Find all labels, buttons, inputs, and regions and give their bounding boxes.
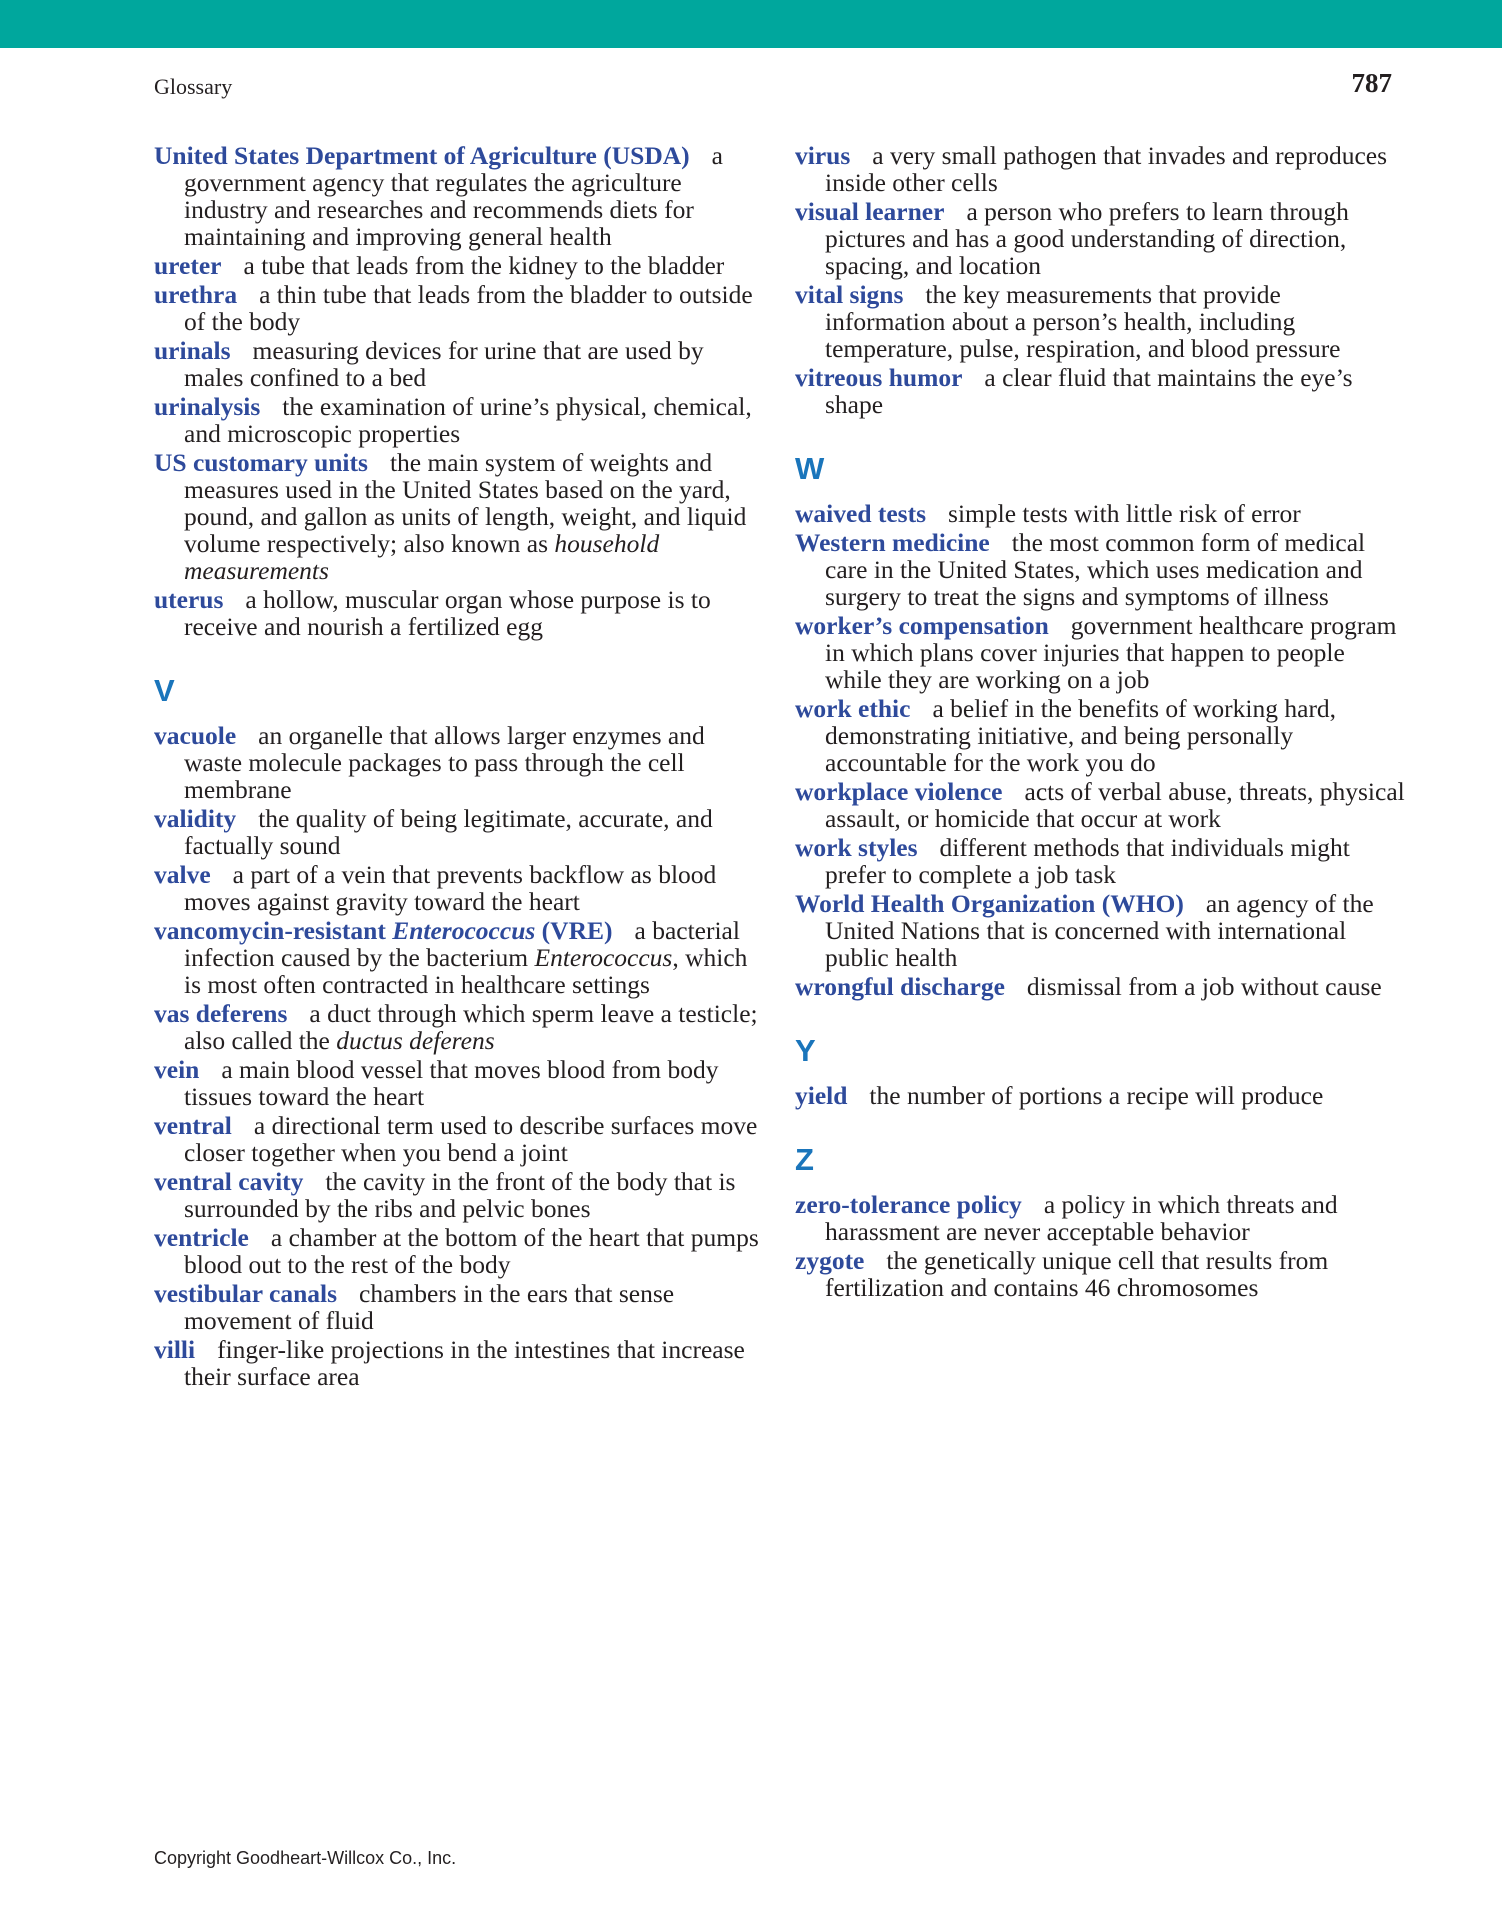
text-run: the genetically unique cell that results from fertilization and contains 46 chromosomes — [825, 1246, 1329, 1302]
glossary-entry — [154, 1224, 764, 1278]
text-run: vestibular canals — [154, 1279, 338, 1308]
text-run: World Health Organization (WHO) — [795, 889, 1184, 918]
text-run: a part of a vein that prevents backflow as blood moves against gravity toward the heart — [184, 860, 717, 916]
text-run: a belief in the benefits of working hard, demonstrating initiative, and being personally accountable for the work you do — [825, 694, 1337, 777]
glossary-definition — [184, 804, 713, 860]
text-run: valve — [154, 860, 211, 889]
text-run: the examination of urine’s physical, chemical, and microscopic properties — [184, 392, 752, 448]
glossary-definition — [184, 860, 716, 916]
text-run: a tube that leads from the kidney to the bladder — [243, 251, 725, 280]
glossary-term — [154, 141, 690, 170]
text-run: vancomycin-resistant — [154, 916, 393, 945]
glossary-term — [154, 251, 222, 280]
glossary-entry — [154, 1112, 764, 1166]
glossary-term — [154, 280, 237, 309]
glossary-entry — [795, 778, 1405, 832]
text-run: vacuole — [154, 721, 237, 750]
glossary-term — [154, 1335, 195, 1364]
text-run: (VRE) — [535, 916, 613, 945]
text-run: a clear fluid that maintains the eye’s shape — [825, 363, 1353, 419]
text-run: work styles — [795, 833, 918, 862]
glossary-entry — [154, 1168, 764, 1222]
glossary-definition — [825, 141, 1387, 197]
text-run: a government agency that regulates the agriculture industry and researches and recommends diets for maintaining and improving general health — [184, 141, 723, 251]
text-run: visual learner — [795, 197, 945, 226]
text-run: a policy in which threats and harassment are never acceptable behavior — [825, 1190, 1338, 1246]
glossary-entry — [795, 529, 1405, 610]
text-run: yield — [795, 1081, 848, 1110]
glossary-entry — [795, 834, 1405, 888]
section-letter-heading: Z — [795, 1142, 814, 1177]
glossary-term — [154, 585, 223, 614]
text-run: a chamber at the bottom of the heart that pumps blood out to the rest of the body — [184, 1223, 759, 1279]
glossary-term — [795, 363, 962, 392]
glossary-entry — [154, 281, 764, 335]
glossary-left-column — [154, 142, 764, 1392]
text-run: a directional term used to describe surfaces move closer together when you bend a joint — [184, 1111, 758, 1167]
glossary-definition — [184, 1055, 719, 1111]
glossary-entry — [795, 1247, 1405, 1301]
text-run: Western medicine — [795, 528, 990, 557]
glossary-term — [795, 1246, 864, 1275]
glossary-definition — [948, 499, 1301, 528]
glossary-definition — [244, 251, 725, 280]
text-run: an organelle that allows larger enzymes and waste molecule packages to pass through the cell membrane — [184, 721, 705, 804]
glossary-entry — [154, 393, 764, 447]
glossary-definition — [184, 1223, 759, 1279]
page-number: 787 — [1351, 68, 1392, 98]
glossary-term — [154, 721, 236, 750]
glossary-entry — [795, 281, 1405, 362]
glossary-entry — [154, 722, 764, 803]
glossary-definition — [184, 1111, 757, 1167]
glossary-entry — [154, 337, 764, 391]
text-run: vein — [154, 1055, 200, 1084]
glossary-definition — [869, 1081, 1323, 1110]
glossary-right-column — [795, 142, 1405, 1303]
text-run: urethra — [154, 280, 238, 309]
text-run: the cavity in the front of the body that is surrounded by the ribs and pelvic bones — [184, 1167, 736, 1223]
glossary-entry — [154, 449, 764, 584]
text-run: a person who prefers to learn through pictures and has a good understanding of direction, spacing, and location — [825, 197, 1349, 280]
glossary-entry — [154, 252, 764, 279]
glossary-entry — [795, 198, 1405, 279]
glossary-term — [795, 141, 850, 170]
glossary-entry — [795, 973, 1405, 1000]
glossary-definition — [184, 721, 705, 804]
glossary-term — [154, 1111, 232, 1140]
text-run: ventral cavity — [154, 1167, 304, 1196]
italic-run: Enterococcus — [534, 943, 673, 972]
text-run: urinals — [154, 336, 231, 365]
glossary-entry — [795, 142, 1405, 196]
section-letter-heading: Y — [795, 1033, 816, 1068]
glossary-term — [154, 1167, 303, 1196]
glossary-term — [154, 916, 613, 945]
text-run: a thin tube that leads from the bladder to outside of the body — [184, 280, 753, 336]
italic-run: ductus deferens — [336, 1026, 495, 1055]
glossary-term — [154, 1055, 199, 1084]
glossary-term — [154, 448, 368, 477]
glossary-term — [154, 1279, 337, 1308]
glossary-entry — [154, 1336, 764, 1390]
text-run: a duct through which sperm leave a testicle; also called the — [184, 999, 758, 1055]
copyright-notice: Copyright Goodheart-Willcox Co., Inc. — [154, 1848, 457, 1868]
glossary-entry — [795, 612, 1405, 693]
text-run: validity — [154, 804, 237, 833]
text-run: United States Department of Agriculture (USDA) — [154, 141, 690, 170]
text-run: ureter — [154, 251, 222, 280]
text-run: virus — [795, 141, 851, 170]
section-letter-heading: W — [795, 451, 825, 486]
text-run: waived tests — [795, 499, 927, 528]
text-run: acts of verbal abuse, threats, physical assault, or homicide that occur at work — [825, 777, 1405, 833]
glossary-definition — [184, 1335, 745, 1391]
glossary-definition — [1027, 972, 1382, 1001]
glossary-entry — [154, 1280, 764, 1334]
text-run: measuring devices for urine that are used by males confined to a bed — [184, 336, 704, 392]
text-run: urinalysis — [154, 392, 261, 421]
text-run: a main blood vessel that moves blood from body tissues toward the heart — [184, 1055, 719, 1111]
glossary-entry — [795, 695, 1405, 776]
glossary-term — [154, 999, 287, 1028]
glossary-definition — [184, 585, 711, 641]
glossary-term — [795, 972, 1005, 1001]
text-run: vas deferens — [154, 999, 288, 1028]
text-run: simple tests with little risk of error — [948, 499, 1301, 528]
glossary-entry — [795, 1191, 1405, 1245]
text-run: ventricle — [154, 1223, 249, 1252]
glossary-definition — [184, 280, 753, 336]
glossary-term — [795, 833, 918, 862]
text-run: US customary units — [154, 448, 368, 477]
text-run: the key measurements that provide information about a person’s health, including temperature, pulse, respiration, and blood pressure — [825, 280, 1341, 363]
text-run: zygote — [795, 1246, 865, 1275]
glossary-entry — [154, 1000, 764, 1054]
glossary-term — [795, 1190, 1022, 1219]
glossary-term — [795, 611, 1049, 640]
text-run: ventral — [154, 1111, 232, 1140]
glossary-entry — [154, 917, 764, 998]
section-letter-heading: V — [154, 673, 175, 708]
glossary-entry — [795, 500, 1405, 527]
text-run: dismissal from a job without cause — [1026, 972, 1382, 1001]
text-run: finger-like projections in the intestines that increase their surface area — [184, 1335, 745, 1391]
text-run: work ethic — [795, 694, 911, 723]
glossary-term — [154, 1223, 249, 1252]
text-run: zero-tolerance policy — [795, 1190, 1022, 1219]
text-run: a very small pathogen that invades and reproduces inside other cells — [825, 141, 1388, 197]
text-run: vitreous humor — [795, 363, 963, 392]
text-run: , which is most often contracted in healthcare settings — [184, 943, 748, 999]
glossary-term — [154, 860, 211, 889]
glossary-term — [795, 197, 944, 226]
text-run: workplace violence — [795, 777, 1003, 806]
glossary-term — [795, 528, 990, 557]
glossary-entry — [154, 586, 764, 640]
glossary-entry — [154, 142, 764, 250]
text-run: a bacterial infection caused by the bacterium — [184, 916, 740, 972]
glossary-term — [795, 889, 1184, 918]
glossary-term — [795, 694, 910, 723]
text-run: different methods that individuals might prefer to complete a job task — [825, 833, 1350, 889]
text-run: the main system of weights and measures used in the United States based on the yard, pound, and gallon as units of length, weight, and liquid volume respectively; also known as — [184, 448, 747, 558]
italic-run: household measurements — [184, 529, 660, 585]
glossary-definition — [825, 1246, 1328, 1302]
running-head: Glossary — [154, 74, 233, 99]
glossary-entry — [795, 364, 1405, 418]
glossary-term — [795, 1081, 847, 1110]
text-run: vital signs — [795, 280, 904, 309]
glossary-entry — [154, 1056, 764, 1110]
glossary-entry — [795, 890, 1405, 971]
glossary-entry — [795, 1082, 1405, 1109]
glossary-entry — [154, 861, 764, 915]
text-run: worker’s compensation — [795, 611, 1049, 640]
glossary-term — [154, 804, 236, 833]
text-run: government healthcare program in which plans cover injuries that happen to people while they are working on a job — [825, 611, 1397, 694]
text-run: uterus — [154, 585, 224, 614]
glossary-term — [154, 392, 260, 421]
top-color-band — [0, 0, 1502, 48]
text-run: the number of portions a recipe will produce — [869, 1081, 1324, 1110]
text-run: the quality of being legitimate, accurate, and factually sound — [184, 804, 713, 860]
italic-run: Enterococcus — [392, 916, 536, 945]
text-run: an agency of the United Nations that is concerned with international public health — [825, 889, 1374, 972]
glossary-entry — [154, 805, 764, 859]
glossary-term — [795, 280, 903, 309]
glossary-term — [795, 499, 926, 528]
glossary-definition — [184, 336, 704, 392]
text-run: wrongful discharge — [795, 972, 1005, 1001]
text-run: villi — [154, 1335, 196, 1364]
glossary-term — [154, 336, 231, 365]
text-run: chambers in the ears that sense movement of fluid — [184, 1279, 675, 1335]
text-run: a hollow, muscular organ whose purpose is to receive and nourish a fertilized egg — [184, 585, 711, 641]
glossary-definition — [184, 392, 752, 448]
text-run: the most common form of medical care in the United States, which uses medication and surgery to treat the signs and symptoms of illness — [825, 528, 1366, 611]
glossary-term — [795, 777, 1003, 806]
